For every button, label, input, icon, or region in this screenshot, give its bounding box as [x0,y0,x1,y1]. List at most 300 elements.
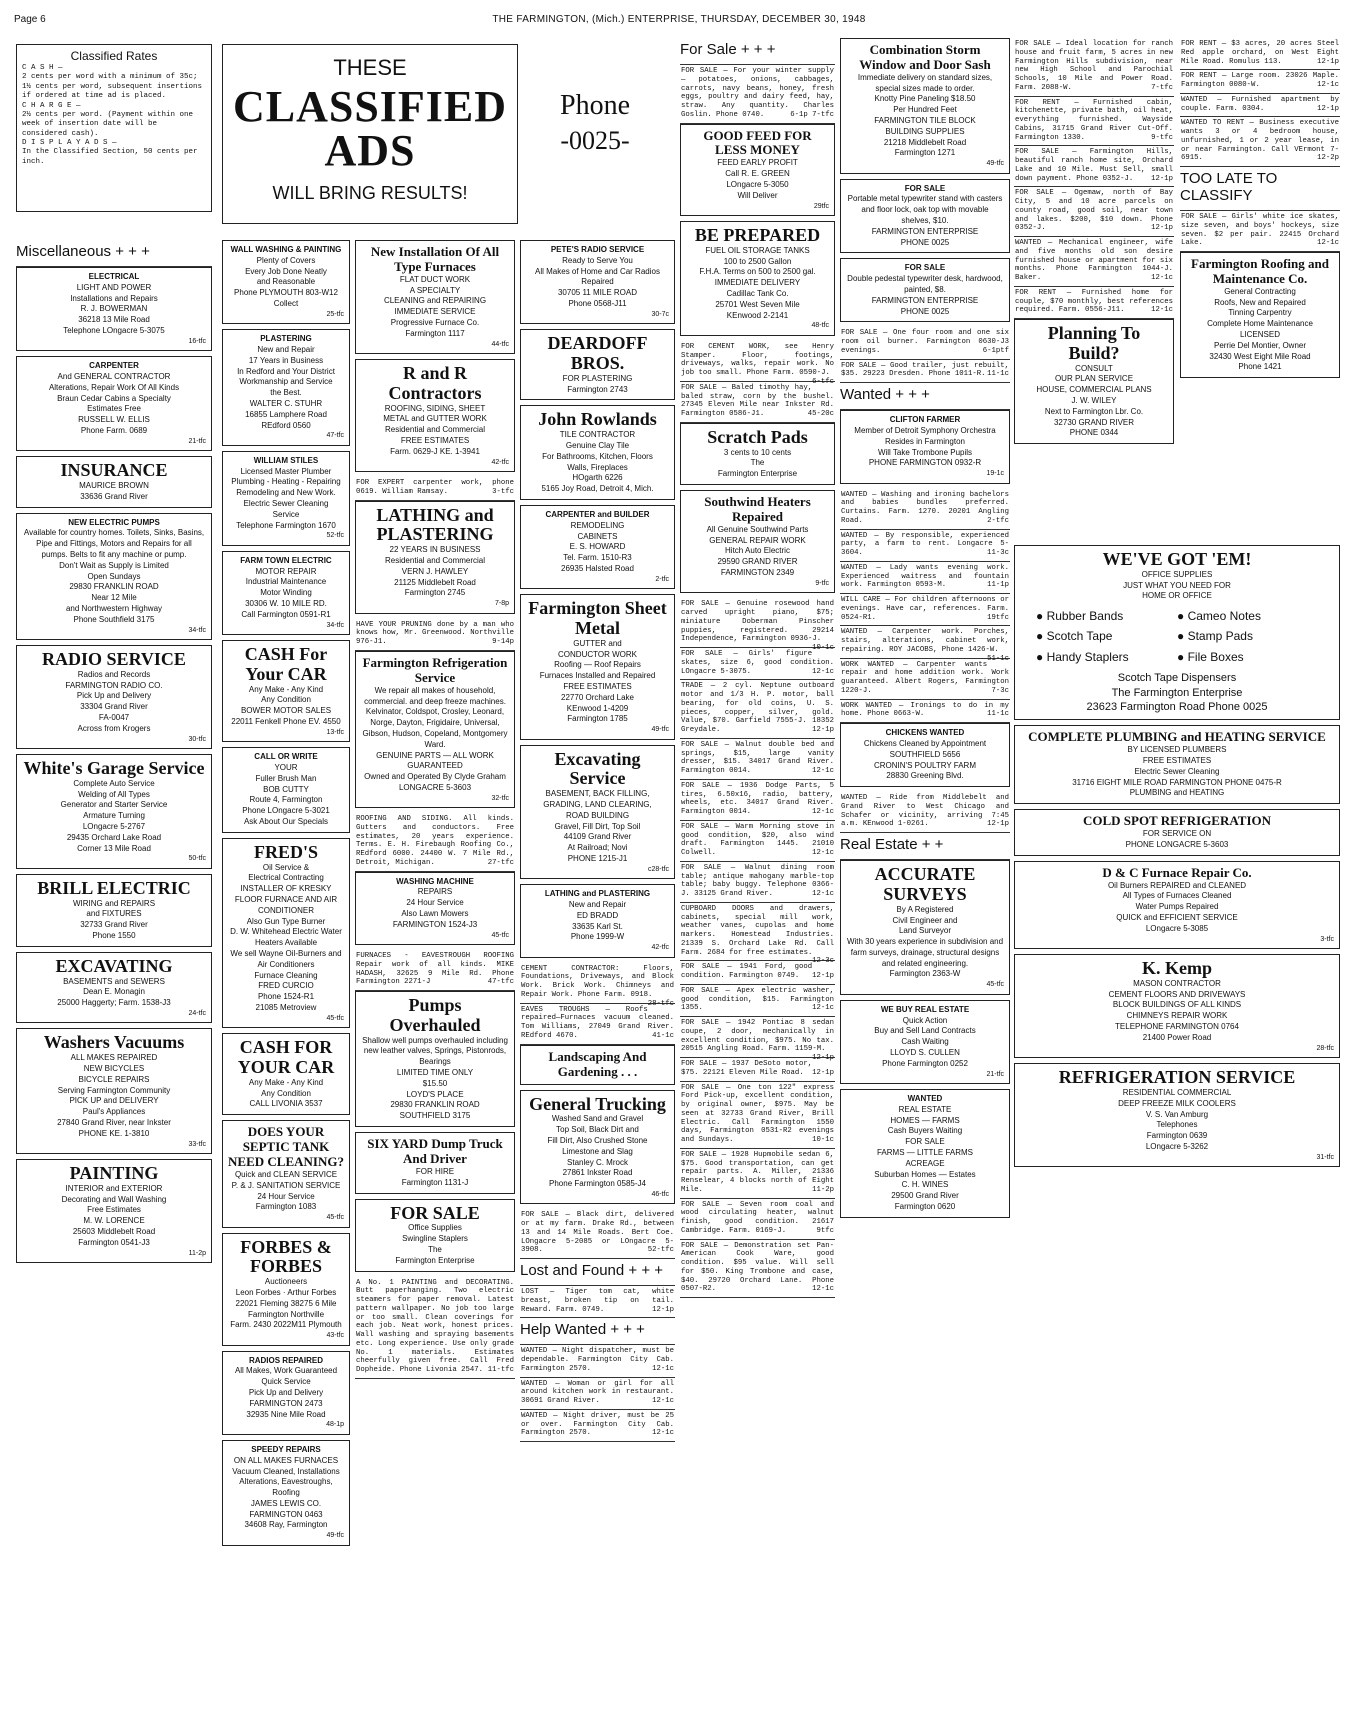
ad-line: ROAD BUILDING [565,810,630,820]
listing-code: 10-1c [812,1136,834,1145]
ad-item-list [1020,602,1334,671]
ad-line: PICK UP and DELIVERY [69,1096,159,1106]
ad-line: BOB CUTTY [263,784,309,794]
ad-line: NEW BICYCLES [83,1064,145,1074]
ad-line: D. W. Whitehead Electric Water Heaters Available [230,927,342,948]
ad-headline: New Installation Of All Type Furnaces [370,244,500,274]
ad-line: Near 12 Mile [91,593,137,603]
ad-line: FEED EARLY PROFIT [717,158,798,168]
listing-code: 9-tfc [1151,133,1173,142]
ad-headline: White's Garage Service [23,758,205,779]
listing-code: 7-3c [991,686,1009,695]
col4-ads [520,240,675,1442]
ad-line: Hitch Auto Electric [725,546,790,556]
display-ad [222,240,350,324]
ad-line: 30705 11 MILE ROAD [557,288,637,298]
ad-footer-line: 23623 Farmington Road Phone 0025 [1086,701,1268,714]
ad-line: Farmington Enterprise [717,469,798,479]
listing-code: 12-1c [812,667,834,676]
ad-line: A SPECIALTY [409,285,461,295]
ad-line: ELECTRICAL [88,272,140,281]
classified-listing [520,963,675,1008]
display-ad [1014,954,1340,1058]
ad-line: Cadillac Tank Co. [726,288,789,298]
ad-line: Farmington 1785 [567,714,628,724]
rates-title: Classified Rates [70,49,158,63]
section-heading: Lost and Found + + + [520,1259,675,1286]
ad-line: Top Soil, Black Dirt and [556,1125,639,1135]
ad-line: Phone 1550 [92,931,136,941]
classified-listing [355,477,515,501]
ad-line: 44109 Grand River [563,832,632,842]
ad-line: Complete Home Maintenance [1207,319,1313,329]
classified-listing [1014,237,1174,287]
listing-text: WANTED — By responsible, experienced party, a farm to rent. Longacre 5-3604. [841,531,1009,558]
ad-footer-line: The Farmington Enterprise [1111,686,1243,699]
ad-line: Phone 1524-R1 [257,992,315,1002]
ad-line: 5165 Joy Road, Detroit 4, Mich. [541,484,654,494]
ad-line: Farmington 2363-W [889,969,961,979]
ad-line: Limestone and Slag [562,1146,633,1156]
ad-line: Oil Burners REPAIRED and CLEANED [1107,880,1247,890]
display-ad [222,1440,350,1546]
ad-line: Stanley C. Mrock [567,1157,628,1167]
classified-listing [1014,287,1174,319]
ad-line: TELEPHONE FARMINGTON 0764 [1115,1022,1239,1032]
ad-line: LATHING and PLASTERING [544,889,651,899]
ad-line: and Northwestern Highway [65,604,163,613]
ad-line: Roofing — Roof Repairs [554,660,641,670]
ad-line: BY LICENSED PLUMBERS [1127,745,1227,755]
ad-headline: BRILL ELECTRIC [37,877,191,898]
classified-listing [1014,146,1174,187]
ad-line: All Genuine Southwind Parts [706,524,809,534]
ad-line: Open Sundays [87,571,141,581]
display-ad [16,267,212,351]
rates-charge-text: 2½ cents per word. (Payment within one week of insertion date will be considered cash). [22,110,194,138]
ad-headline: LATHING and PLASTERING [376,504,494,545]
listing-text: FOR SALE — Girls' figure skates, size 6, good condition. LOngacre 5-3075. [681,650,834,676]
listing-code: 12-1c [652,1397,674,1406]
display-ad [520,745,675,880]
ad-line: And GENERAL CONTRACTOR [57,372,171,382]
classified-listing [680,65,835,124]
section-heading: For Sale + + + [680,38,835,65]
ad-headline: COMPLETE PLUMBING and HEATING SERVICE [1028,729,1326,745]
listing-code: 12-1c [812,808,834,817]
ad-line: Member of Detroit Symphony Orchestra [854,426,996,435]
ad-line: Buy and Sell Land Contracts [874,1026,976,1036]
ad-code: 42-tfc [651,944,669,952]
ad-footer-line: Scotch Tape Dispensers [1117,671,1237,684]
ad-code: 49-tfc [326,1532,344,1540]
ad-headline: REFRIGERATION SERVICE [1058,1067,1296,1088]
ad-line: WIRING and REPAIRS [72,898,156,908]
ad-line: QUICK and EFFICIENT SERVICE [1116,913,1238,923]
ad-line: and Reasonable [256,277,316,287]
ad-line: Free Estimates [87,1205,141,1215]
display-ad [222,1120,350,1227]
ad-code: 45-tfc [326,1214,344,1222]
ad-line: HOMES — FARMS [890,1115,960,1125]
ad-line: 22770 Orchard Lake [561,692,634,702]
classified-listing [680,985,835,1017]
ad-line: Swingline Staplers [402,1234,468,1244]
listing-code: 3-tfc [492,487,514,496]
ad-line: 24 Hour Service [406,898,464,908]
ad-line: 27840 Grand River, near Inkster [57,1118,171,1128]
listing-code: 9-14p [492,638,514,647]
ad-code: 32-tfc [491,794,509,802]
ad-line: RADIOS REPAIRED [248,1355,324,1365]
ad-code: 3-tfc [1320,935,1334,943]
ad-line: BLOCK BUILDINGS OF ALL KINDS [1112,1000,1242,1010]
ad-line: CONDUCTOR WORK [558,649,637,659]
ad-line: Collect [273,298,299,308]
ad-line: DEEP FREEZE MILK COOLERS [1118,1098,1236,1108]
listing-code: 6-1p 7-tfc [790,110,834,119]
ad-code: 16-tfc [188,337,206,345]
ad-line: WALL WASHING & PAINTING [230,245,342,254]
ad-line: $15.50 [422,1078,448,1088]
ad-code: 44-tfc [491,340,509,348]
display-ad [840,258,1010,322]
ad-code: 33-tfc [188,1140,206,1148]
ad-line: FARMINGTON 1524-J3 [392,919,478,929]
ad-code: 11-2p [188,1249,206,1257]
listing-text: WANTED — Ride from Middlebelt and Grand River to West Chicago and Schafer or vicinity, arriving 7:45 a.m. KEnwood 1-0261. [841,794,1009,829]
ad-line: We repair all makes of household, commercial. and deep freeze machines. Kelvinator, Coldspot, Crosley, Leonard, Norge, Dayton, Frigidaire, Universal, Gibson, Hudson, Copeland, Montgomery Ward. [362,685,508,749]
ad-line: LIGHT AND POWER [76,282,152,292]
ad-line: 27861 Inkster Road [562,1168,633,1178]
ad-line: Braun Cedar Cabins a Specialty [57,393,171,403]
classified-listing [680,1149,835,1199]
ad-line: CHIMNEYS REPAIR WORK [1126,1011,1228,1021]
ad-line: PLUMBING and HEATING [1129,788,1225,798]
ad-line: FARM TOWN ELECTRIC [240,555,332,565]
display-ad [355,1199,515,1272]
classified-listing [680,680,835,739]
listing-code: 12-1p [1317,104,1339,113]
display-ad [16,754,212,869]
ad-line: Phone PLYMOUTH 803-W12 [234,288,338,298]
ad-line: Residential and Commercial [384,556,486,565]
listing-code: 27-tfc [487,858,514,867]
ad-line: With 30 years experience in subdivision and farm surveys, drainage, structural designs and related engineering. [846,937,1004,968]
ad-line: PHONE 0025 [900,306,950,316]
section-miscellaneous: Miscellaneous + + + [16,240,212,267]
ad-headline: Farmington Sheet Metal [528,598,667,638]
ad-headline: ACCURATE SURVEYS [874,864,976,904]
listing-text: FOR SALE — Genuine rosewood hand carved upright piano, $75; miniature Doberman Pinscher puppies, registered. 29214 Independence, Farmington 0936-J. [681,600,834,644]
ad-line: New and Repair [257,345,315,355]
display-ad [16,1159,212,1263]
ad-line: Tinning Carpentry [1228,308,1292,318]
ad-line: In Redford and Your District [237,366,335,376]
listing-text: FOR SALE — Ideal location for ranch house and fruit farm, 5 acres in new Farmington Hills subdivision, near new High School and Parochial Schools, 10 Mile and Power Road. Farm. 2088-W. [1015,40,1173,92]
ad-headline: Combination Storm Window and Door Sash [859,42,991,72]
col6-ads [840,38,1010,1218]
ad-line: Cash Buyers Waiting [887,1126,963,1136]
ad-line: 21400 Power Road [1142,1032,1212,1042]
ad-line: LOngacre 5-3085 [1145,923,1209,933]
ad-line: CHICKENS WANTED [885,728,965,738]
ad-item: ● File Boxes [1177,649,1318,665]
column-4 [520,240,675,1442]
ad-line: FA-0047 [98,713,130,723]
display-ad [840,860,1010,995]
display-ad [520,884,675,957]
listing-code: 9tfc [816,1226,834,1235]
ad-line: INSTALLER OF KRESKY FLOOR FURNACE AND AIR CONDITIONER [234,884,338,915]
ad-line: F.H.A. Terms on 500 to 2500 gal. [699,267,816,277]
ad-line: VERN J. HAWLEY [401,566,469,576]
ad-line: JAMES LEWIS CO. [250,1498,322,1508]
listing-text: FOR SALE — 1937 DeSoto motor, $75. 22121 Eleven Mile Road. [681,1060,813,1077]
ad-headline: WE'VE GOT 'EM! [1102,549,1252,569]
ad-item: ● Cameo Notes [1177,608,1318,624]
display-ad [222,329,350,446]
col7-ads [1014,38,1174,444]
listing-text: FOR SALE — Good trailer, just rebuilt, $35. 29223 Dresden. Phone 1011-R. [841,361,1009,379]
ad-line: KEnwood 2-2141 [726,310,789,320]
ad-line: Any Condition [261,695,311,705]
listing-code: 47-tfc [487,978,514,987]
ad-line: Remodeling and New Work. [236,488,336,498]
ad-line: At Railroad; Novi [567,843,628,853]
ad-code: 21-tfc [188,437,206,445]
classified-listing [1180,70,1340,94]
ad-line: LOngacre 5-3262 [1145,1141,1209,1151]
ad-line: LLOYD S. CULLEN [890,1047,960,1057]
listing-code: 11-1p [987,581,1009,590]
ad-line: Phone 1999-W [570,932,625,942]
listing-text: A No. 1 PAINTING and DECORATING. Butt paperhanging. Two electric steamers for paper removal. Latest pattern wallpaper. No job too large or too small. Clean coverings for each job. Neat work, honest prices. Wall washing and spraying basements etc. Long experience. Use only grade No. 1 materials. Estimates cheerfully given free. Call Fred Dopheide. Phone Livonia 2547. [356,1278,514,1374]
ad-headline: CASH For Your CAR [244,644,328,684]
ad-line: 21125 Middlebelt Road [394,577,476,587]
ad-line: FOR SALE [904,183,946,193]
ad-code: 31-tfc [1316,1153,1334,1161]
ad-line: 33636 Grand River [80,491,148,501]
ad-headline: Farmington Roofing and Maintenance Co. [1191,256,1329,286]
phone-label: Phone [560,90,630,121]
rates-display-text: In the Classified Section, 50 cents per inch. [22,148,198,166]
ad-line: GUTTER and [573,638,622,648]
col3-ads [355,240,515,1379]
ad-line: Land Surveyor [898,926,952,936]
ad-line: CRONIN'S POULTRY FARM [874,760,976,770]
display-ad [520,405,675,500]
section-heading: Real Estate + + [840,833,1010,860]
listing-text: WILL CARE — For children afternoons or evenings. Have car, references. Farm. 0524-R1. [841,596,1009,622]
ad-line: ACREAGE [905,1158,945,1168]
listing-code: 12-1c [1151,274,1173,282]
listing-code: 11-1c [987,370,1009,379]
ad-code: 49-tfc [986,160,1004,168]
classified-listing [1180,38,1340,70]
listing-text: FOR RENT — Furnished home for couple, $70 monthly, best references required. Farm. 0556-J11. [1015,288,1173,315]
display-ad [680,221,835,336]
ad-code: c28-tfc [647,865,669,873]
ad-headline: FRED'S [253,841,318,862]
ad-line: Farmington 1131-J [401,1177,469,1187]
listing-text: WORK WANTED — Ironings to do in my home. Phone 0663-W. [841,701,1009,719]
ad-line: REdford 0560 [261,420,311,430]
ad-line: LOngacre 5-3050 [726,179,789,189]
classified-listing [680,382,835,423]
ad-line: INTERIOR and EXTERIOR [65,1183,163,1193]
ad-line: 36218 13 Mile Road [78,315,150,325]
listing-code: 12-1c [812,849,834,858]
display-ad [1014,809,1340,856]
rates-cash-text: 2 cents per word with a minimum of 35c; 1½ cents per word, subsequent insertions if ordered at time ad is placed. [22,73,203,101]
display-ad [16,1028,212,1154]
listing-code: 45-20c [807,410,834,419]
listing-text: FOR SALE — 1928 Hupmobile sedan 6, $75. Good transportation, can get repair parts. A. Miller, 21336 Renselear, 4 blocks north of Eight Mile. [681,1150,834,1194]
classified-listing [680,1082,835,1149]
ad-headline: COLD SPOT REFRIGERATION [1082,813,1272,829]
listing-code: 11-tfc [487,1366,514,1374]
ad-line: TILE CONTRACTOR [559,430,636,440]
page-header [14,6,1344,26]
ad-line: All Makes, Work Guaranteed [234,1366,338,1376]
ad-line: GRADING, LAND CLEARING, [543,800,652,809]
ad-headline: Excavating Service [554,748,641,789]
listing-code: 12-1p [812,726,834,735]
classified-listing [520,1345,675,1377]
classified-listing [840,360,1010,384]
ad-line: Double pedestal typewriter desk, hardwood, painted, $8. [847,274,1003,295]
listing-text: EAVES TROUGHS — Roofs repaired—Furnaces vacuum cleaned. Tom Williams, 27049 Grand River. REdford 4670. [521,1005,674,1040]
display-ad [16,874,212,947]
ad-line: Quick and CLEAN SERVICE [234,1170,338,1180]
listing-text: FOR SALE — Demonstration set Pan-American Cook Ware, good condition. $95 value. Will sell for $50. King Trombone and case, $40. 29720 Orchard Lane. Phone 0507-R2. [681,1241,834,1294]
listing-code: 12-1c [652,1429,674,1438]
ad-line: Furnace Cleaning [254,970,318,980]
ad-line: GENUINE PARTS — ALL WORK GUARANTEED [376,750,494,771]
display-ad [520,594,675,739]
ad-line: Motor Winding [260,588,312,598]
display-ad [355,991,515,1127]
ad-line: 22011 Fenkell Phone EV. 4550 [231,717,341,727]
ad-line: All Types of Furnaces Cleaned [1122,891,1232,901]
ad-code: 19-1c [986,470,1004,478]
ad-line: Phone Farmington 0252 [882,1058,968,1068]
ad-line: Available for country homes. Toilets, Sinks, Basins, Pipe and Fittings, Motors and Repairs for all pumps. Belts to fit any machine or pump. [23,528,205,560]
ad-line: FARMINGTON RADIO CO. [65,680,163,690]
ad-line: Workmanship and Service [239,377,333,387]
ad-line: FARMINGTON 2473 [249,1398,323,1408]
listing-text: FURNACES - EAVESTROUGH ROOFING Repair work of all kinds. MIKE HADASH, 32625 9 Mile Rd. Phone Farmington 2271-J [356,952,514,987]
ad-line: Also Lawn Mowers [401,909,469,919]
listing-text: FOR CEMENT WORK, see Henry Stamper. Floor, footings, driveways, walks, repair work. No job too small. Phone Farm. 0590-J. [681,342,834,378]
ad-line: BUILDING SUPPLIES [885,126,965,136]
ad-line: REMODELING [570,520,625,530]
ad-headline: Pumps Overhauled [389,995,481,1035]
ad-line: 17 Years in Business [248,355,324,365]
listing-code: 11-2p [812,1185,834,1194]
ad-line: General Contracting [1224,286,1296,296]
ad-line: All Makes of Home and Car Radios Repaired [535,266,660,287]
ad-line: Farmington Northville [247,1309,325,1319]
ad-line: 100 to 2500 Gallon [723,256,792,266]
display-ad [16,513,212,640]
ad-headline: PAINTING [69,1163,159,1184]
display-ad [1180,252,1340,378]
ad-line: CABINETS [577,531,618,541]
classified-listing [355,1277,515,1379]
listing-code: 12-1c [812,890,834,899]
display-ad [355,359,515,472]
ad-line: Farmington Enterprise [395,1255,475,1265]
classified-listing [680,1240,835,1299]
ad-headline: Southwind Heaters Repaired [704,494,811,524]
ad-headline: FOR SALE [390,1202,480,1223]
ad-headline: R and R Contractors [388,363,482,403]
ad-code: 2-tfc [655,575,669,583]
listing-code: 12-1p [1151,224,1173,233]
ad-line: NEW ELECTRIC PUMPS [68,517,160,527]
classified-listing [520,1004,675,1045]
ad-line: 31716 EIGHT MILE ROAD FARMINGTON PHONE 0475-R [1072,777,1282,787]
ad-code: 30-7c [651,310,669,318]
ad-line: Alterations, Eavestroughs, [239,1477,333,1487]
section-heading: TOO LATE TO CLASSIFY [1180,167,1340,211]
ad-line: 29830 FRANKLIN ROAD [69,582,159,592]
listing-code: 11-1c [987,710,1009,719]
classified-listing [680,648,835,680]
ad-line: Walls, Fireplaces [567,462,628,472]
ad-line: Washed Sand and Gravel [551,1114,644,1124]
listing-code: 12-3c [812,957,834,966]
ad-line: FREE ESTIMATES [1142,756,1212,766]
ad-line: 29435 Orchard Lake Road [66,832,162,842]
ad-line: Telephone LOngacre 5-3075 [63,325,165,335]
ad-line: 22 YEARS IN BUSINESS [389,545,481,555]
ad-code: 48-1p [326,1421,344,1429]
display-ad [1014,319,1174,444]
ad-line: SOUTHFIELD 3175 [399,1111,471,1121]
listing-code: 51-1c [987,654,1009,663]
classified-listing [680,903,835,966]
ad-line: R. J. BOWERMAN [80,304,148,314]
ad-line: 3 cents to 10 cents [723,447,792,457]
ad-line: METAL and GUTTER WORK [383,414,487,424]
listing-text: FOR SALE — Apex electric washer, good condition, $15. Farmington 1355. [681,986,834,1013]
ad-line: JUST WHAT YOU NEED FOR [1123,580,1231,590]
listing-code: 2-tfc [987,516,1009,525]
column-8 [1180,38,1340,383]
ad-line: Corner 13 Mile Road [77,843,151,853]
ad-line: Any Condition [261,1088,311,1098]
listing-code: 12-1c [1317,239,1339,248]
ad-line: Progressive Furnace Co. [390,318,480,328]
classified-listing [1014,187,1174,237]
classified-listing [840,594,1010,626]
ad-line: the Best. [270,388,302,398]
listing-text: FOR SALE — Walnut dining room table; antique mahogany marble-top table; baby buggy. Telephone 0366-J. 33125 Grand River. [681,863,834,899]
listing-text: LOST — Tiger tom cat, white breast, broken tip on tail. Reward. Farm. 0749. [521,1288,674,1314]
ad-line: 32730 GRAND RIVER [1053,417,1135,427]
banner-classified: CLASSIFIED [232,82,508,131]
column-2 [222,240,350,1551]
classified-listing [840,700,1010,724]
listing-code: 12-1p [812,972,834,981]
display-ad [222,640,350,742]
ad-code: 45-tfc [491,931,509,939]
ad-line: 28830 Greening Blvd. [886,771,964,781]
classified-listing [520,1209,675,1259]
